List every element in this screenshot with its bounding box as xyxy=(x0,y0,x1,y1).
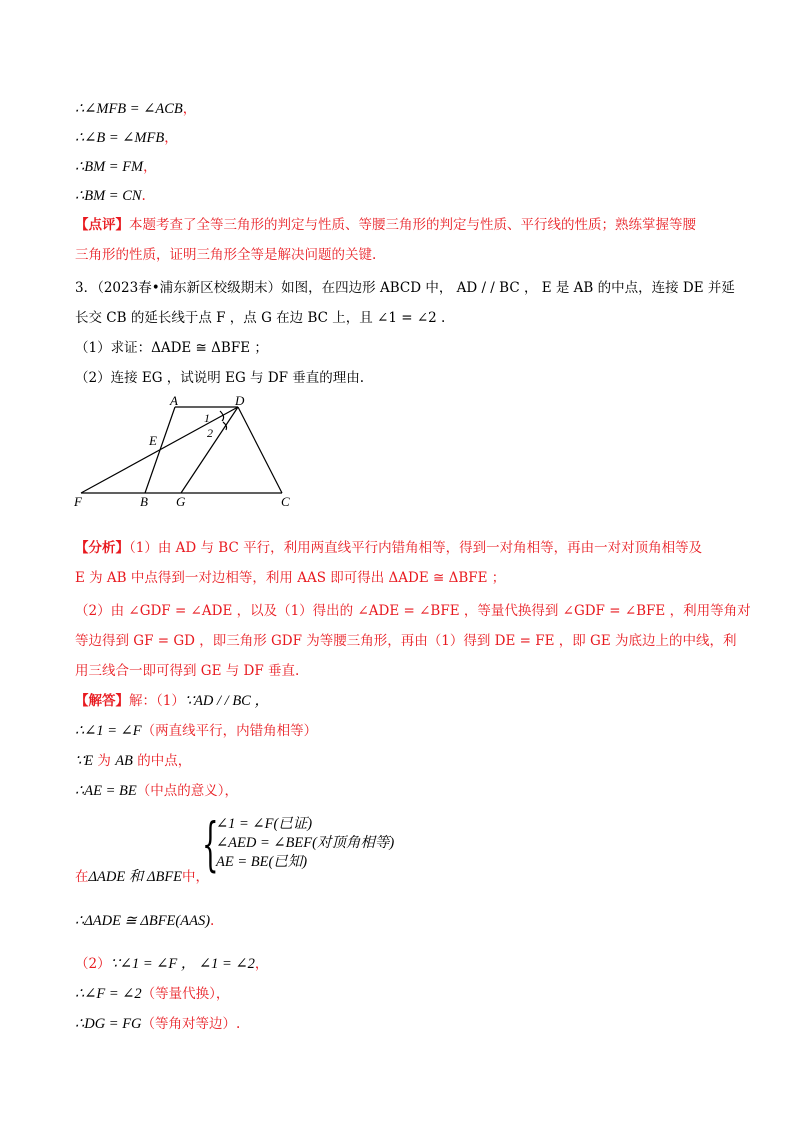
analysis-line-3 xyxy=(75,602,751,620)
solution-text: 的中点， xyxy=(137,753,192,769)
label-A: A xyxy=(170,393,178,408)
solution-line-4 xyxy=(75,782,238,800)
line-DF xyxy=(81,407,238,493)
label-F: F xyxy=(74,494,82,509)
solution-math: ∴ΔADE ≅ ΔBFE(AAS) xyxy=(75,913,211,929)
solution-math: ΔADE 和 ΔBFE xyxy=(88,869,183,885)
proof-math: ∴∠B = ∠MFB xyxy=(75,130,165,146)
solution-line-1 xyxy=(75,692,269,710)
label-E: E xyxy=(149,433,157,448)
solution-math: ∴∠F = ∠2 xyxy=(75,986,142,1002)
punct: . xyxy=(141,188,146,204)
comment-line-1 xyxy=(75,216,696,234)
solution-math: ∵∠1 = ∠F ， ∠1 = ∠2 xyxy=(110,956,255,972)
punct: . xyxy=(210,913,215,929)
line-DC xyxy=(238,407,282,493)
analysis-line-2 xyxy=(75,569,505,587)
label-B: B xyxy=(140,494,148,509)
solution-line-3 xyxy=(75,752,191,770)
label-D: D xyxy=(235,393,245,408)
solution-math: ∴DG = FG xyxy=(75,1016,142,1032)
proof-line-1 xyxy=(75,100,196,118)
problem-part-1 xyxy=(75,339,268,357)
proof-line-4 xyxy=(75,187,146,205)
analysis-text: 等边得到 GF = GD ，即三角形 GDF 为等腰三角形，再由（1）得到 DE = FE ，即 GE 为底边上的中线，利 xyxy=(75,633,737,649)
analysis-text: （2）由 ∠GDF = ∠ADE ，以及（1）得出的 ∠ADE = ∠BFE ，等量代换得到 ∠GDF = ∠BFE ，利用等角对 xyxy=(75,603,751,619)
problem-text: （2）连接 EG ，试说明 EG 与 DF 垂直的理由. xyxy=(75,370,365,386)
comment-text: 本题考查了全等三角形的判定与性质、等腰三角形的判定与性质、平行线的性质；熟练掌握等腰 xyxy=(129,217,696,233)
solution-text: 在 xyxy=(75,869,89,885)
comment-line-2 xyxy=(75,246,376,264)
solution-line-5 xyxy=(75,912,214,930)
solution-note: （等量代换）， xyxy=(141,986,230,1002)
proof-math: ∴∠MFB = ∠ACB xyxy=(75,101,183,117)
left-brace: { xyxy=(202,810,219,878)
solution-start: 解：（1） xyxy=(129,693,185,709)
solution-math: ∴AE = BE xyxy=(75,783,137,799)
analysis-line-5 xyxy=(75,662,299,680)
proof-line-3 xyxy=(75,158,157,176)
problem-text: 长交 CB 的延长线于点 F ，点 G 在边 BC 上，且 ∠1 = ∠2 . xyxy=(75,310,446,326)
proof-math: ∴BM = CN xyxy=(75,188,142,204)
solution-note: （等角对等边）. xyxy=(141,1016,241,1032)
solution-math: AB xyxy=(115,753,133,769)
solution-text: 中， xyxy=(182,869,210,885)
problem-text: 3．（2023春•浦东新区校级期末）如图，在四边形 ABCD 中， AD / / BC ， E 是 AB 的中点，连接 DE 并延 xyxy=(75,280,735,296)
comment-text: 三角形的性质，证明三角形全等是解决问题的关键. xyxy=(75,247,377,263)
brace-row: ∠AED = ∠BEF(对顶角相等) xyxy=(216,835,395,851)
quadrilateral-figure xyxy=(70,393,300,515)
punct: ， xyxy=(164,130,178,146)
problem-text: （1）求证：ΔADE ≅ ΔBFE ； xyxy=(75,340,268,356)
proof-line-2 xyxy=(75,129,178,147)
punct: ， xyxy=(143,159,157,175)
brace-row: AE = BE(已知) xyxy=(216,854,308,870)
punct: ， xyxy=(254,956,269,972)
solution-note: （中点的意义）， xyxy=(136,783,238,799)
label-G: G xyxy=(176,494,186,509)
problem-line-2 xyxy=(75,309,445,327)
punct: ， xyxy=(182,101,197,117)
solution-line-in-triangles xyxy=(75,868,209,886)
comment-tag: 【点评】 xyxy=(75,217,129,233)
solution-text: （2） xyxy=(75,956,111,972)
analysis-text: 用三线合一即可得到 GE 与 DF 垂直. xyxy=(75,663,300,679)
problem-part-2 xyxy=(75,369,364,387)
analysis-line-1 xyxy=(75,539,702,557)
label-C: C xyxy=(281,494,290,509)
brace-row: ∠1 = ∠F(已证) xyxy=(216,816,313,832)
analysis-text: E 为 AB 中点得到一对边相等，利用 AAS 即可得出 ΔADE ≅ ΔBFE ； xyxy=(75,570,506,586)
label-angle-1: 1 xyxy=(204,411,210,425)
solution-math: ∵AD / / BC ， xyxy=(184,693,269,709)
solution-math: ∵E xyxy=(75,753,94,769)
problem-line-1 xyxy=(75,279,735,297)
solution-math: ∴∠1 = ∠F xyxy=(75,723,142,739)
analysis-tag: 【分析】 xyxy=(75,540,129,556)
congruence-system xyxy=(202,810,395,878)
analysis-line-4 xyxy=(75,632,736,650)
proof-math: ∴BM = FM xyxy=(75,159,144,175)
analysis-text: （1）由 AD 与 BC 平行，利用两直线平行内错角相等，得到一对角相等，再由一对对顶角相等及 xyxy=(129,540,703,556)
solution-note: （两直线平行，内错角相等） xyxy=(141,723,318,739)
solution-text: 为 xyxy=(97,753,111,769)
solution-line-2 xyxy=(75,722,317,740)
solution-part2-line-2 xyxy=(75,985,229,1003)
solution-part2-line-1 xyxy=(75,955,268,973)
solution-part2-line-3 xyxy=(75,1015,240,1033)
solution-tag: 【解答】 xyxy=(75,693,129,709)
label-angle-2: 2 xyxy=(207,426,213,440)
